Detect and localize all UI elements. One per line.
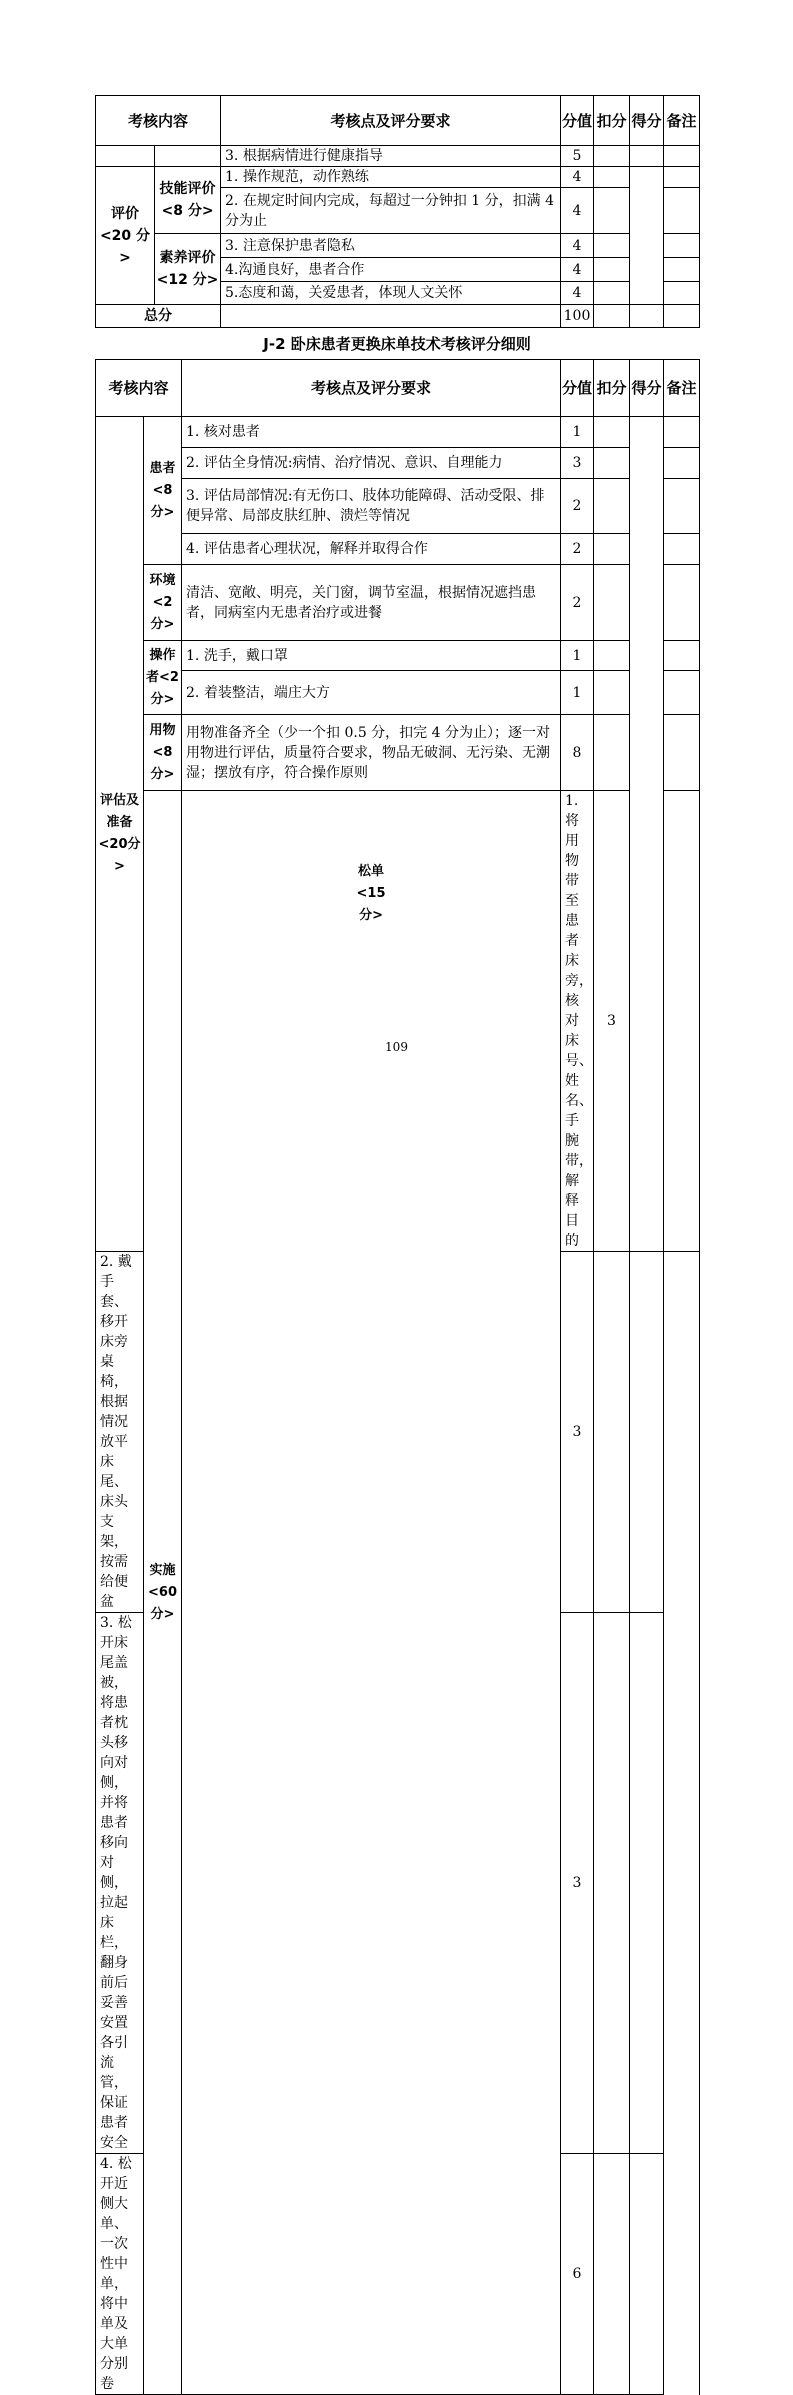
table-row <box>96 791 700 1252</box>
header-content: 考核内容 <box>96 96 221 146</box>
group-assessment-preparation: 评估及 准备 <20分> <box>96 417 144 1252</box>
table-row <box>96 146 700 167</box>
criterion-score: 2 <box>561 565 594 641</box>
criterion-text: 1. 核对患者 <box>182 417 561 448</box>
criterion-score: 2 <box>561 479 594 534</box>
sub-supplies: 用物 <8 分> <box>144 715 182 791</box>
criterion-score: 3 <box>561 1252 594 1613</box>
header-score: 分值 <box>561 360 594 417</box>
sub-environment: 环境 <2 分> <box>144 565 182 641</box>
criterion-score: 1 <box>561 417 594 448</box>
criterion-text: 3. 评估局部情况:有无伤口、肢体功能障碍、活动受限、排便异常、局部皮肤红肿、溃烂等情况 <box>182 479 561 534</box>
criterion-text: 4. 评估患者心理状况，解释并取得合作 <box>182 534 561 565</box>
criterion-score: 6 <box>561 2154 594 2395</box>
criterion-score: 3 <box>561 1613 594 2154</box>
table-header-row <box>96 360 700 417</box>
sub-loosen-sheet: 松单 <15 分> <box>182 791 561 2395</box>
criterion-score: 4 <box>561 167 594 188</box>
criterion-text: 2. 戴手套、移开床旁桌椅，根据情况放平床尾、床头支架，按需给便盆 <box>96 1252 144 1613</box>
criterion-score: 5 <box>561 146 594 167</box>
criterion-score: 1 <box>561 671 594 715</box>
criterion-text: 用物准备齐全（少一个扣 0.5 分，扣完 4 分为止）；逐一对用物进行评估，质量符合要求，物品无破洞、无污染、无潮湿；摆放有序，符合操作原则 <box>182 715 561 791</box>
total-row <box>96 305 700 328</box>
header-deduct: 扣分 <box>594 96 630 146</box>
sub-skill-evaluation: 技能评价 <8 分> <box>155 167 221 234</box>
page-number: 109 <box>385 1040 408 1054</box>
table-row <box>96 671 700 715</box>
bed-change-scoring-table <box>95 359 700 2395</box>
table-row <box>96 715 700 791</box>
criterion-text: 2. 在规定时间内完成，每超过一分钟扣 1 分，扣满 4 分为止 <box>221 188 561 234</box>
criterion-text: 5.态度和蔼，关爱患者，体现人文关怀 <box>221 282 561 305</box>
table-row <box>96 167 700 188</box>
criterion-text: 3. 根据病情进行健康指导 <box>221 146 561 167</box>
criterion-text: 4. 松开近侧大单、一次性中单，将中单及大单分别卷 <box>96 2154 144 2395</box>
criterion-score: 4 <box>561 282 594 305</box>
header-points: 考核点及评分要求 <box>182 360 561 417</box>
criterion-text: 3. 松开床尾盖被，将患者枕头移向对侧，并将患者移向对侧，拉起床栏，翻身前后妥善安置各引流管，保证患者安全 <box>96 1613 144 2154</box>
header-get: 得分 <box>630 96 664 146</box>
table-row <box>96 534 700 565</box>
header-deduct: 扣分 <box>594 360 630 417</box>
criterion-text: 4.沟通良好，患者合作 <box>221 258 561 282</box>
header-score: 分值 <box>561 96 594 146</box>
table-row <box>96 565 700 641</box>
header-points: 考核点及评分要求 <box>221 96 561 146</box>
group-implementation: 实施 <60分> <box>144 791 182 2395</box>
criterion-score: 4 <box>561 258 594 282</box>
criterion-score: 2 <box>561 534 594 565</box>
criterion-text: 1. 操作规范，动作熟练 <box>221 167 561 188</box>
header-note: 备注 <box>664 360 700 417</box>
evaluation-table-continued <box>95 95 700 328</box>
total-label: 总分 <box>96 305 221 328</box>
sub-operator: 操作 者<2 分> <box>144 641 182 715</box>
table-row <box>96 234 700 258</box>
header-get: 得分 <box>630 360 664 417</box>
criterion-text: 3. 注意保护患者隐私 <box>221 234 561 258</box>
header-note: 备注 <box>664 96 700 146</box>
table-row <box>96 448 700 479</box>
criterion-score: 3 <box>561 448 594 479</box>
table-row <box>96 479 700 534</box>
total-score: 100 <box>561 305 594 328</box>
criterion-score: 3 <box>594 791 630 1252</box>
criterion-text: 1. 将用物带至患者床旁，核对床号、姓名、手腕带，解释目的 <box>561 791 594 1252</box>
table-row <box>96 641 700 671</box>
sub-patient: 患者 <8 分> <box>144 417 182 565</box>
table-header-row <box>96 96 700 146</box>
criterion-text: 1. 洗手，戴口罩 <box>182 641 561 671</box>
sub-literacy-evaluation: 素养评价 <12 分> <box>155 234 221 305</box>
section-title: J-2 卧床患者更换床单技术考核评分细则 <box>263 335 531 353</box>
table-row <box>96 417 700 448</box>
criterion-score: 4 <box>561 188 594 234</box>
criterion-score: 8 <box>561 715 594 791</box>
criterion-score: 1 <box>561 641 594 671</box>
criterion-score: 4 <box>561 234 594 258</box>
criterion-text: 2. 着装整洁，端庄大方 <box>182 671 561 715</box>
criterion-text: 清洁、宽敞、明亮，关门窗，调节室温，根据情况遮挡患者，同病室内无患者治疗或进餐 <box>182 565 561 641</box>
group-evaluation: 评价 <20 分> <box>96 167 155 305</box>
criterion-text: 2. 评估全身情况:病情、治疗情况、意识、自理能力 <box>182 448 561 479</box>
header-content: 考核内容 <box>96 360 182 417</box>
